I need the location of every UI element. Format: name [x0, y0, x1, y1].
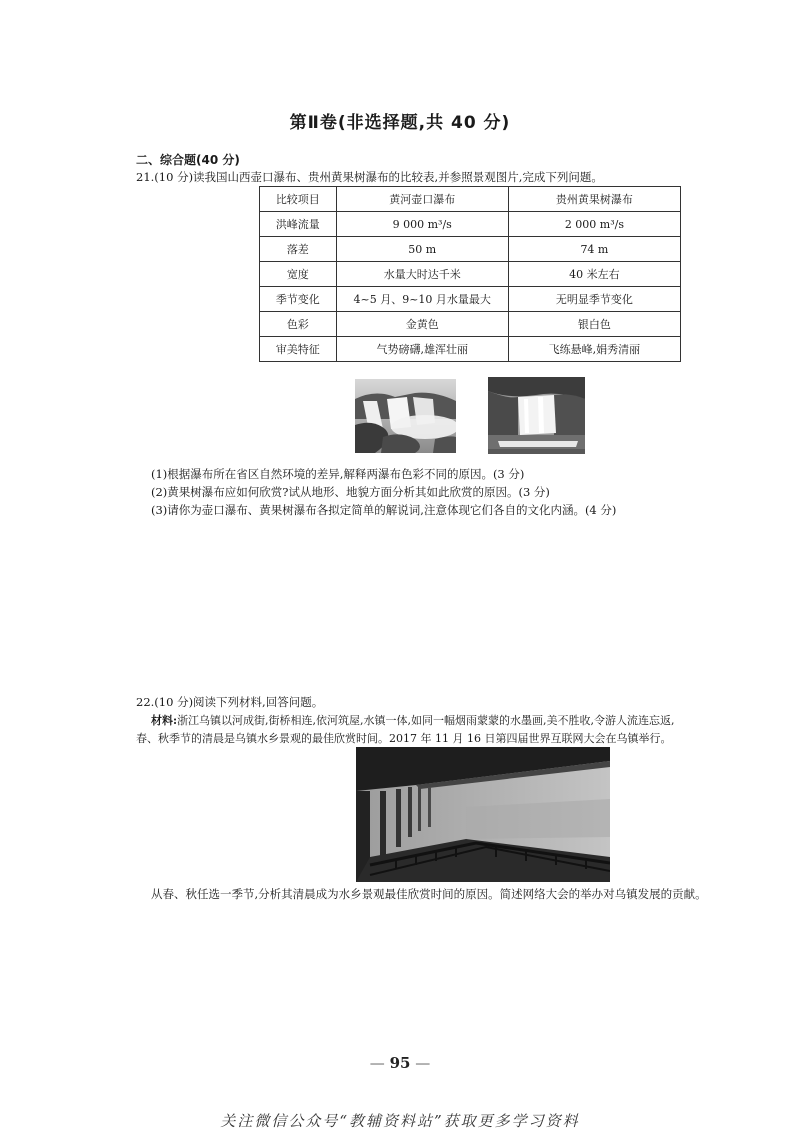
- q22-material-line-2: 春、秋季节的清晨是乌镇水乡景观的最佳欣赏时间。2017 年 11 月 16 日第四届世界互联网大会在乌镇举行。: [136, 732, 672, 745]
- table-cell: 季节变化: [260, 287, 337, 312]
- q22-material-line-1: [151, 712, 675, 728]
- table-header-cell: 比较项目: [260, 187, 337, 212]
- footer-handwritten-note: 关注微信公众号“教辅资料站”获取更多学习资料: [220, 1112, 580, 1130]
- material-text: 浙江乌镇以河成街,街桥相连,依河筑屋,水镇一体,如同一幅烟雨蒙蒙的水墨画,美不胜收,令游人流连忘返,: [177, 714, 675, 727]
- table-cell: 74 m: [508, 237, 680, 262]
- table-cell: 4~5 月、9~10 月水量最大: [336, 287, 508, 312]
- table-row: [260, 312, 681, 337]
- table-cell: 气势磅礴,雄浑壮丽: [336, 337, 508, 362]
- table-cell: 银白色: [508, 312, 680, 337]
- q21-intro: 21.(10 分)读我国山西壶口瀑布、贵州黄果树瀑布的比较表,并参照景观图片,完成下列问题。: [136, 170, 603, 184]
- section-heading: 二、综合题(40 分): [136, 153, 240, 167]
- page-number: [0, 1054, 800, 1072]
- table-header-row: [260, 187, 681, 212]
- table-cell: 40 米左右: [508, 262, 680, 287]
- table-header-cell: 黄河壶口瀑布: [336, 187, 508, 212]
- waterfall-comparison-table: [259, 186, 681, 362]
- table-row: [260, 337, 681, 362]
- wuzhen-corridor-photo: [356, 747, 610, 882]
- page-number-dash-left: —: [369, 1054, 390, 1072]
- huangguoshu-waterfall-photo: [488, 377, 585, 454]
- page-number-dash-right: —: [410, 1054, 431, 1072]
- q22-intro: 22.(10 分)阅读下列材料,回答问题。: [136, 695, 324, 709]
- material-label: 材料:: [151, 714, 178, 727]
- table-cell: 宽度: [260, 262, 337, 287]
- q21-sub-question-3: (3)请你为壶口瀑布、黄果树瀑布各拟定简单的解说词,注意体现它们各自的文化内涵。(4 分): [151, 503, 617, 517]
- table-row: [260, 262, 681, 287]
- table-cell: 审美特征: [260, 337, 337, 362]
- q21-sub-question-2: (2)黄果树瀑布应如何欣赏?试从地形、地貌方面分析其如此欣赏的原因。(3 分): [151, 485, 550, 499]
- q21-sub-question-1: (1)根据瀑布所在省区自然环境的差异,解释两瀑布色彩不同的原因。(3 分): [151, 467, 525, 481]
- table-cell: 无明显季节变化: [508, 287, 680, 312]
- table-cell: 2 000 m³/s: [508, 212, 680, 237]
- paper-section-title: 第Ⅱ卷(非选择题,共 40 分): [289, 113, 511, 133]
- table-cell: 9 000 m³/s: [336, 212, 508, 237]
- table-cell: 水量大时达千米: [336, 262, 508, 287]
- table-row: [260, 212, 681, 237]
- table-cell: 飞练悬峰,娟秀清丽: [508, 337, 680, 362]
- q22-question: 从春、秋任选一季节,分析其清晨成为水乡景观最佳欣赏时间的原因。简述网络大会的举办对乌镇发展的贡献。: [151, 887, 707, 901]
- table-cell: 50 m: [336, 237, 508, 262]
- table-row: [260, 287, 681, 312]
- table-cell: 金黄色: [336, 312, 508, 337]
- table-header-cell: 贵州黄果树瀑布: [508, 187, 680, 212]
- hukou-waterfall-photo: [355, 379, 456, 453]
- table-cell: 色彩: [260, 312, 337, 337]
- table-cell: 洪峰流量: [260, 212, 337, 237]
- table-cell: 落差: [260, 237, 337, 262]
- table-row: [260, 237, 681, 262]
- page-number-value: 95: [389, 1054, 411, 1072]
